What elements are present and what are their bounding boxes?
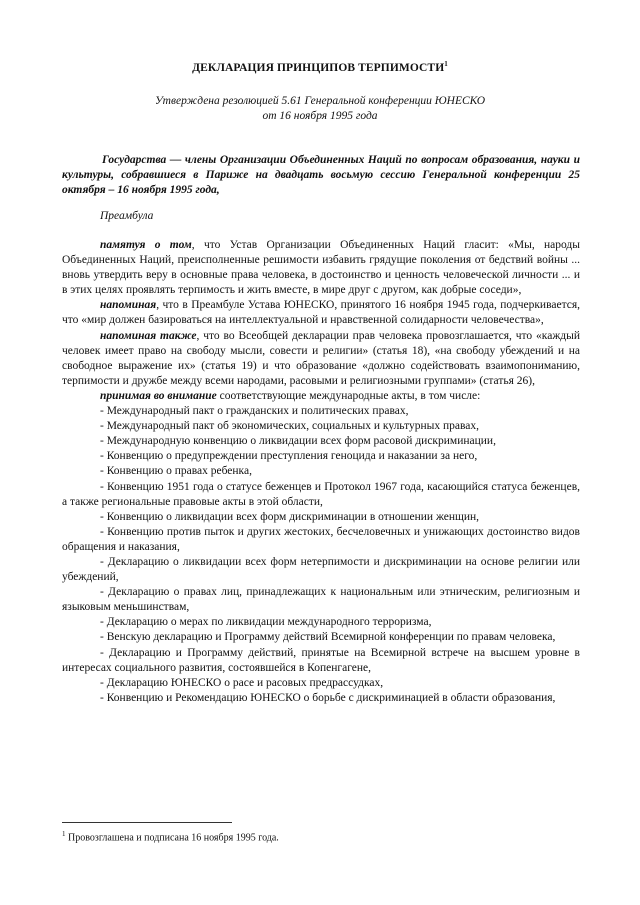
- list-item: - Венскую декларацию и Программу действий Всемирной конференции по правам человека,: [100, 631, 556, 644]
- paragraph-napominaya-takzhe: [62, 329, 580, 389]
- list-item: - Конвенцию о предупреждении преступления геноцида и наказании за него,: [100, 450, 478, 463]
- list-item: - Конвенцию о ликвидации всех форм дискриминации в отношении женщин,: [100, 510, 480, 523]
- list-item: - Конвенцию о правах ребенка,: [100, 465, 252, 478]
- list-item: - Международную конвенцию о ликвидации всех форм расовой дискриминации,: [100, 435, 496, 448]
- document-body: [62, 238, 580, 706]
- list-item: - Декларацию о правах лиц, принадлежащих к национальным или этническим, религиозным и языковым меньшинствам,: [62, 586, 580, 614]
- paragraph-lead: принимая во внимание: [100, 389, 217, 402]
- list-item: - Международный пакт о гражданских и политических правах,: [100, 405, 409, 418]
- footnote: [62, 830, 279, 843]
- paragraph-text: , что в Преамбуле Устава ЮНЕСКО, принятого 16 ноября 1945 года, подчеркивается, что «мир должен базироваться на интеллектуальной и нравственной солидарности человечества»,: [62, 299, 580, 327]
- list-item: - Конвенцию 1951 года о статусе беженцев и Протокол 1967 года, касающийся статуса беженцев, а также региональные правовые акты в этой области,: [62, 480, 580, 508]
- states-paragraph: Государства — члены Организации Объединенных Наций по вопросам образования, науки и культуры, собравшиеся в Париже на двадцать восьмую сессию Генеральной конференции 25 октября – 16 ноября 1995 года,: [62, 154, 580, 196]
- paragraph-text: соответствующие международные акты, в том числе:: [216, 389, 481, 402]
- list-item: - Конвенцию и Рекомендацию ЮНЕСКО о борьбе с дискриминацией в области образования,: [100, 691, 556, 704]
- footnote-mark: 1: [62, 830, 66, 838]
- list-item: - Международный пакт об экономических, социальных и культурных правах,: [100, 420, 480, 433]
- footnote-text: Провозглашена и подписана 16 ноября 1995 года.: [68, 832, 279, 844]
- footnote-divider: [62, 822, 232, 823]
- paragraph-text: , что Устав Организации Объединенных Наций гласит: «Мы, народы Объединенных Наций, преисполненные решимости избавить грядущие поколения от бедствий войны ... вновь утвердить веру в основные права человека, в достоинство и ценность человеческой личности ... и в этих целях проявлять терпимость и жить вместе, в мире друг с другом, как добрые соседи»,: [62, 239, 580, 297]
- paragraph-text: , что во Всеобщей декларации прав человека провозглашается, что «каждый человек имеет право на свободу мысли, совести и религии» (статья 18), «на свободу убеждений и на свободное выражение их» (статья 19) и что образование «должно содействовать взаимопониманию, терпимости и дружбе между всеми народами, расовыми и религиозными группами» (статья 26),: [62, 329, 580, 387]
- subtitle-line-2: от 16 ноября 1995 года: [262, 110, 378, 122]
- list-item: - Декларацию о мерах по ликвидации международного терроризма,: [100, 616, 432, 629]
- preamble-heading: Преамбула: [100, 210, 154, 222]
- list-item: - Декларацию и Программу действий, принятые на Всемирной встрече на высшем уровне в интересах социального развития, состоявшейся в Копенгагене,: [62, 646, 580, 674]
- paragraph-napominaya: [62, 298, 580, 328]
- title-footnote-mark: 1: [444, 60, 448, 68]
- document-subtitle: [0, 94, 640, 124]
- paragraph-prinimaya: [62, 389, 580, 404]
- paragraph-lead: напоминая также: [100, 329, 197, 342]
- paragraph-lead: памятуя о том: [100, 239, 192, 251]
- paragraph-lead: напоминая: [100, 299, 157, 312]
- subtitle-line-1: Утверждена резолюцией 5.61 Генеральной конференции ЮНЕСКО: [154, 95, 486, 107]
- document-title: ДЕКЛАРАЦИЯ ПРИНЦИПОВ ТЕРПИМОСТИ$^1$: [192, 60, 448, 74]
- paragraph-pamyatuya: [62, 238, 580, 298]
- list-item: - Декларацию ЮНЕСКО о расе и расовых предрассудках,: [100, 676, 384, 689]
- list-item: - Конвенцию против пыток и других жестоких, бесчеловечных и унижающих достоинство видов обращения и наказания,: [62, 525, 580, 553]
- list-item: - Декларацию о ликвидации всех форм нетерпимости и дискриминации на основе религии или убеждений,: [62, 555, 580, 584]
